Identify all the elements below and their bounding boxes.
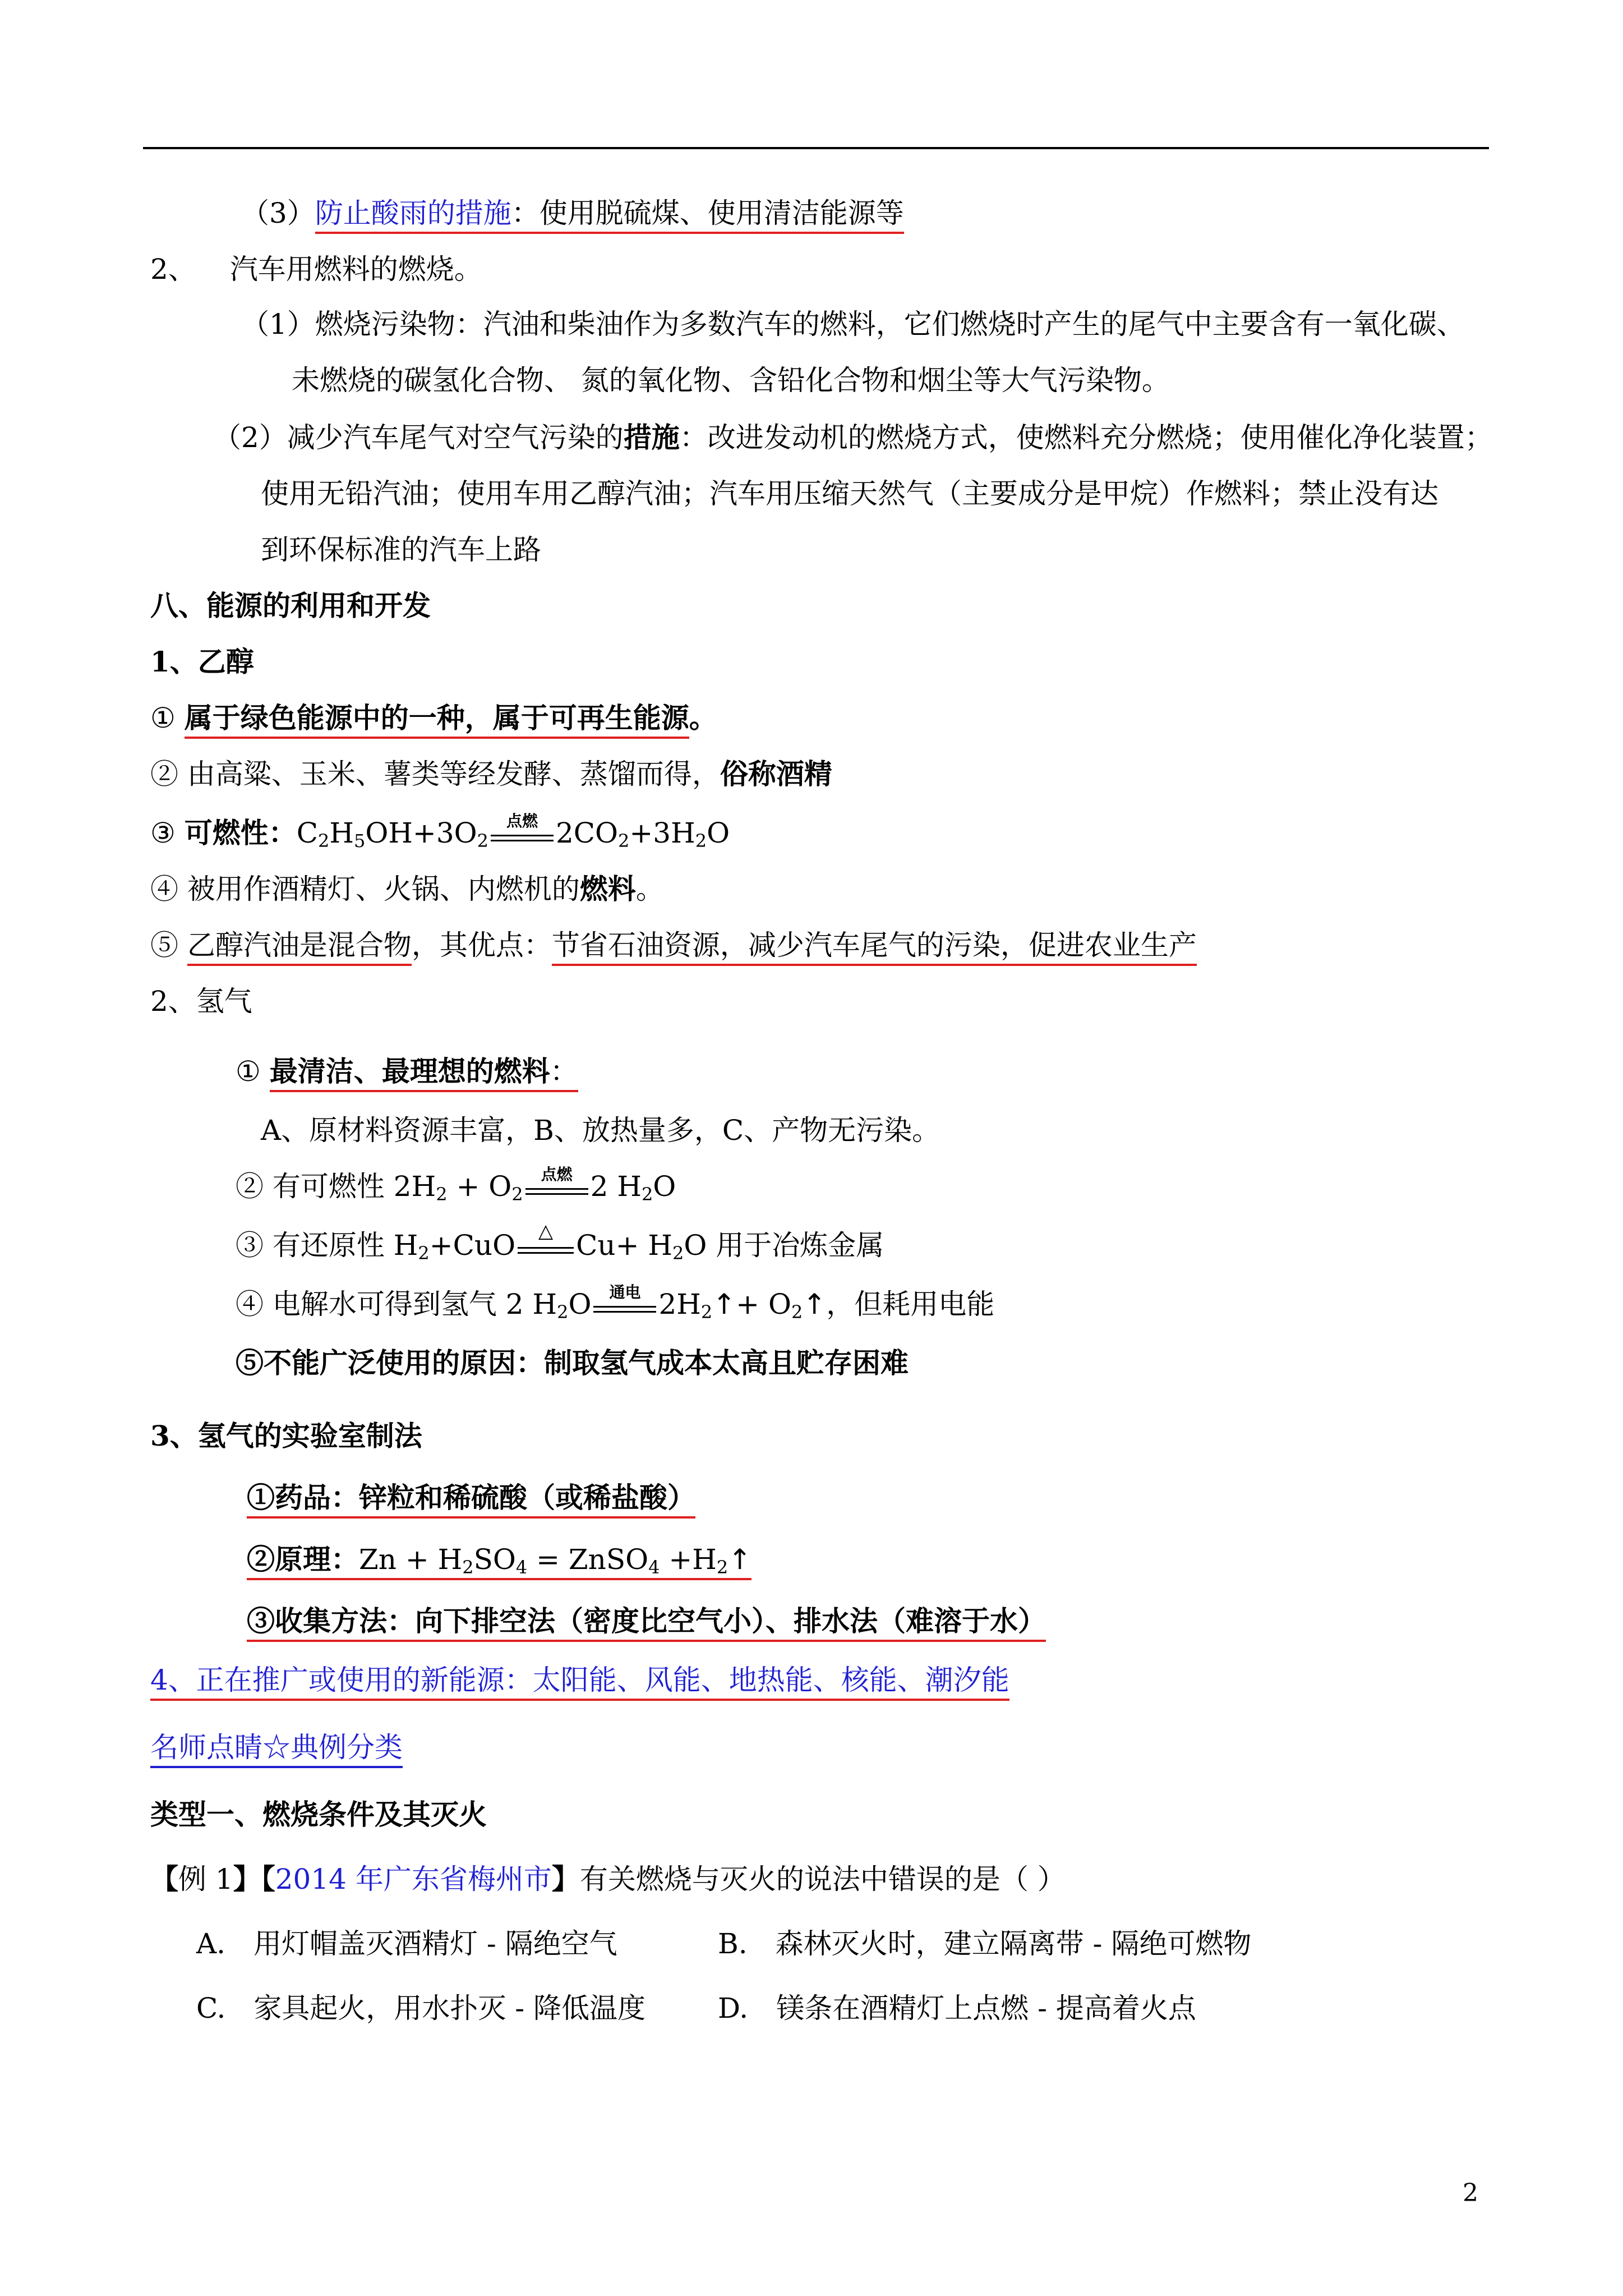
bracket: 【 (150, 1862, 178, 1895)
ethanol-renewable: 属于绿色能源中的一种，属于可再生能源 (185, 701, 689, 739)
fuel-word: 燃料 (579, 872, 636, 905)
ethanol-alias: 俗称酒精 (720, 757, 832, 790)
hydrogen-reduction: 有还原性 $H_2+CuO$ △ $Cu+ H_2O$ 用于冶炼金属 (272, 1220, 884, 1264)
hydrogen-combustion: 有可燃性 $2H_2 + O_2$ 点燃 2 $H_2O$ (272, 1165, 676, 1205)
type-1-title: 类型一、燃烧条件及其灭火 (150, 1798, 487, 1831)
hydrogen-advantages: A、原材料资源丰富，B、放热量多，C、产物无污染。 (261, 1114, 940, 1147)
measures-post: ：改进发动机的燃烧方式，使燃料充分燃烧；使用催化净化装置； (679, 421, 1493, 454)
example-label: 例 1 (178, 1863, 233, 1895)
punct: 。 (689, 701, 717, 734)
lab-collection (247, 1604, 1046, 1638)
option-key: C. (196, 1992, 226, 2024)
ethanol-equation: $C_2H_5OH+3O_2$ 点燃 $2CO_2+3H_2O$ (296, 812, 730, 852)
ethanol-item-2 (150, 757, 832, 791)
measures-text-2: 使用无铅汽油；使用车用乙醇汽油；汽车用压缩天然气（主要成分是甲烷）作燃料；禁止没有达 (261, 477, 1438, 510)
acid-rain-text: ：使用脱硫煤、使用清洁能源等 (511, 197, 904, 229)
cleanest-fuel: 最清洁、最理想的燃料 (269, 1055, 550, 1088)
option-key: A. (196, 1927, 226, 1960)
item-number: ② (150, 758, 178, 790)
pollutants-line-1 (241, 307, 1465, 341)
ethanol-source: 由高粱、玉米、薯类等经发酵、蒸馏而得， (187, 758, 720, 790)
hydrogen-item-4 (236, 1283, 995, 1323)
item-number: （3） (241, 197, 315, 229)
hydrogen-item-2 (236, 1165, 676, 1205)
item-number: ① (150, 702, 176, 734)
new-energy-title (150, 1663, 1009, 1697)
lab-prep-title: 3、氢气的实验室制法 (150, 1419, 422, 1452)
ethanol-item-3 (150, 812, 730, 852)
item-number: ① (236, 1055, 261, 1088)
header-rule (143, 147, 1489, 149)
new-energy-link[interactable]: 4、正在推广或使用的新能源：太阳能、风能、地热能、核能、潮汐能 (150, 1664, 1009, 1701)
reaction-condition: 点燃 (491, 820, 554, 846)
option-text: 森林灭火时，建立隔离带 - 隔绝可燃物 (775, 1927, 1252, 1960)
pollutants-text-2: 未燃烧的碳氢化合物、 氮的氧化物、含铅化合物和烟尘等大气污染物。 (292, 364, 1170, 397)
lab-reagents (247, 1481, 695, 1515)
measures-text-3: 到环保标准的汽车上路 (261, 533, 541, 566)
measures-pre: （2）减少汽车尾气对空气污染的 (213, 421, 624, 454)
pollutants-line-2 (292, 364, 1170, 397)
option-text: 家具起火，用水扑灭 - 降低温度 (253, 1992, 646, 2024)
example-question: 有关燃烧与灭火的说法中错误的是（ ） (579, 1863, 1066, 1895)
ethanol-item-4 (150, 872, 664, 906)
teacher-tips-link[interactable]: 名师点睛☆典例分类 (150, 1731, 403, 1768)
advantages-label: ，其优点： (411, 929, 552, 961)
item-number: 2、 (150, 253, 196, 286)
bracket: 【 (261, 1862, 275, 1895)
reduce-measures-line-1 (213, 421, 1493, 454)
principle-equation: $Zn + H_2SO_4$ = ZnSO$_4$ $+H_2↑$ (359, 1543, 752, 1578)
ethanol-title: 1、乙醇 (150, 645, 254, 678)
combustibility-label: 可燃性： (184, 816, 297, 849)
bracket: 】 (551, 1862, 580, 1895)
option-c[interactable] (196, 1991, 645, 2025)
measures-bold: 措施 (623, 421, 680, 454)
item-number: ③ (150, 817, 176, 849)
option-b[interactable] (718, 1927, 1251, 1961)
item-number: ③ (236, 1229, 264, 1262)
ethanol-item-5 (150, 928, 1197, 962)
section-2-heading (150, 252, 482, 286)
example-1 (150, 1862, 1066, 1896)
reagents-text: ①药品：锌粒和稀硫酸（或稀盐酸） (247, 1481, 695, 1519)
water-electrolysis: 电解水可得到氢气 2 $H_2O$ 通电 $2H_2↑+$ $O_2↑$，但耗用电能 (272, 1283, 995, 1323)
reaction-condition: 通电 (593, 1291, 656, 1317)
reaction-condition: 点燃 (525, 1174, 588, 1199)
acid-rain-label: 防止酸雨的措施 (315, 197, 511, 229)
item-number: ② (236, 1170, 264, 1203)
reaction-condition: △ (518, 1232, 574, 1258)
option-a[interactable] (196, 1927, 617, 1961)
punct: ： (550, 1055, 578, 1088)
pollutants-text-1: （1）燃烧污染物：汽油和柴油作为多数汽车的燃料，它们燃烧时产生的尾气中主要含有一氧化碳、 (241, 308, 1465, 341)
option-key: B. (718, 1927, 748, 1960)
teacher-tips (150, 1731, 403, 1764)
principle-label: ②原理： (247, 1543, 359, 1576)
bracket: 】 (233, 1862, 261, 1895)
collection-text: ③收集方法：向下排空法（密度比空气小）、排水法（难溶于水） (247, 1604, 1046, 1642)
acid-rain-measures (241, 196, 904, 230)
item-number: ④ (236, 1288, 264, 1320)
page-number: 2 (1463, 2179, 1478, 2207)
option-text: 镁条在酒精灯上点燃 - 提高着火点 (776, 1992, 1196, 2024)
hydrogen-item-3 (236, 1220, 884, 1264)
item-number: ④ (150, 873, 178, 905)
punct: 。 (635, 873, 664, 905)
ethanol-gasoline: 乙醇汽油是混合物 (187, 929, 412, 966)
item-number: ⑤ (150, 929, 178, 961)
option-key: D. (718, 1992, 749, 2024)
section-2-text: 汽车用燃料的燃烧。 (229, 253, 482, 286)
ethanol-use: 被用作酒精灯、火锅、内燃机的 (187, 873, 580, 905)
gas-arrow-icon: ↑ (712, 1288, 736, 1320)
reduce-measures-line-2 (261, 477, 1438, 510)
example-source: 2014 年广东省梅州市 (275, 1863, 552, 1895)
hydrogen-item-1 (236, 1055, 578, 1088)
lab-principle (247, 1543, 751, 1576)
section-8-title: 八、能源的利用和开发 (150, 589, 431, 622)
gas-arrow-icon: ↑ (803, 1288, 827, 1320)
hydrogen-item-5: ⑤不能广泛使用的原因：制取氢气成本太高且贮存困难 (236, 1346, 909, 1379)
ethanol-item-1 (150, 701, 717, 735)
hydrogen-title: 2、氢气 (150, 985, 252, 1018)
ethanol-advantages: 节省石油资源，减少汽车尾气的污染，促进农业生产 (552, 929, 1197, 966)
option-d[interactable] (718, 1991, 1196, 2025)
option-text: 用灯帽盖灭酒精灯 - 隔绝空气 (253, 1927, 617, 1960)
gas-arrow-icon: ↑ (728, 1543, 752, 1576)
reduce-measures-line-3 (261, 533, 541, 567)
